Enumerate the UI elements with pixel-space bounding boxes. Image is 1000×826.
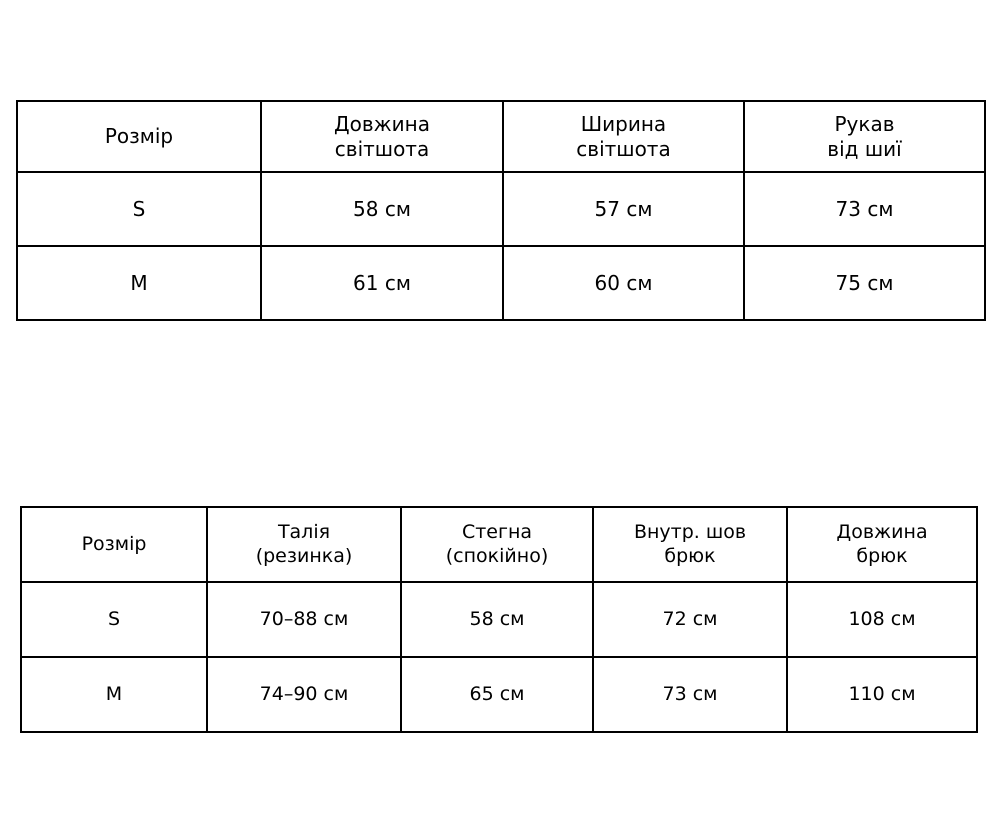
header-line-1: Ширина (580, 111, 667, 136)
header-line-1: Внутр. шов (633, 520, 747, 543)
header-line-1: Стегна (461, 520, 533, 543)
cell-size: S (21, 582, 207, 657)
cell-size: S (17, 172, 261, 246)
cell-waist: 70–88 см (207, 582, 401, 657)
header-line-1: Рукав (834, 111, 895, 136)
column-header-width (503, 101, 744, 172)
cell-inseam: 73 см (593, 657, 787, 732)
cell-width: 57 см (503, 172, 744, 246)
cell-size: M (21, 657, 207, 732)
cell-hips: 65 см (401, 657, 593, 732)
header-line-1: Довжина (334, 111, 430, 136)
table-row (21, 582, 977, 657)
column-header-inseam (593, 507, 787, 582)
column-header-length (261, 101, 503, 172)
table-header-row (17, 101, 985, 172)
cell-trouser-length: 110 см (787, 657, 977, 732)
sweatshirt-size-table (16, 100, 986, 321)
table-header-row (21, 507, 977, 582)
header-line-2: від шиї (827, 136, 902, 161)
table-row (17, 246, 985, 320)
header-line-1: Довжина (836, 520, 928, 543)
column-header-hips (401, 507, 593, 582)
cell-sleeve: 73 см (744, 172, 985, 246)
column-header-size (21, 507, 207, 582)
cell-sleeve: 75 см (744, 246, 985, 320)
cell-length: 58 см (261, 172, 503, 246)
header-line-2: світшота (334, 136, 430, 161)
trousers-size-table (20, 506, 978, 733)
cell-waist: 74–90 см (207, 657, 401, 732)
header-line-2: брюк (664, 544, 716, 567)
column-header-sleeve (744, 101, 985, 172)
header-line-1: Розмір (81, 532, 147, 555)
cell-size: M (17, 246, 261, 320)
cell-inseam: 72 см (593, 582, 787, 657)
cell-width: 60 см (503, 246, 744, 320)
header-line-2: (резинка) (255, 544, 353, 567)
header-line-2: світшота (576, 136, 671, 161)
cell-hips: 58 см (401, 582, 593, 657)
table-row (21, 657, 977, 732)
header-line-2: (спокійно) (445, 544, 549, 567)
column-header-size (17, 101, 261, 172)
header-line-2: брюк (856, 544, 908, 567)
header-line-1: Талія (277, 520, 331, 543)
column-header-trouser-length (787, 507, 977, 582)
cell-length: 61 см (261, 246, 503, 320)
header-line-1: Розмір (104, 124, 174, 148)
table-row (17, 172, 985, 246)
cell-trouser-length: 108 см (787, 582, 977, 657)
column-header-waist (207, 507, 401, 582)
